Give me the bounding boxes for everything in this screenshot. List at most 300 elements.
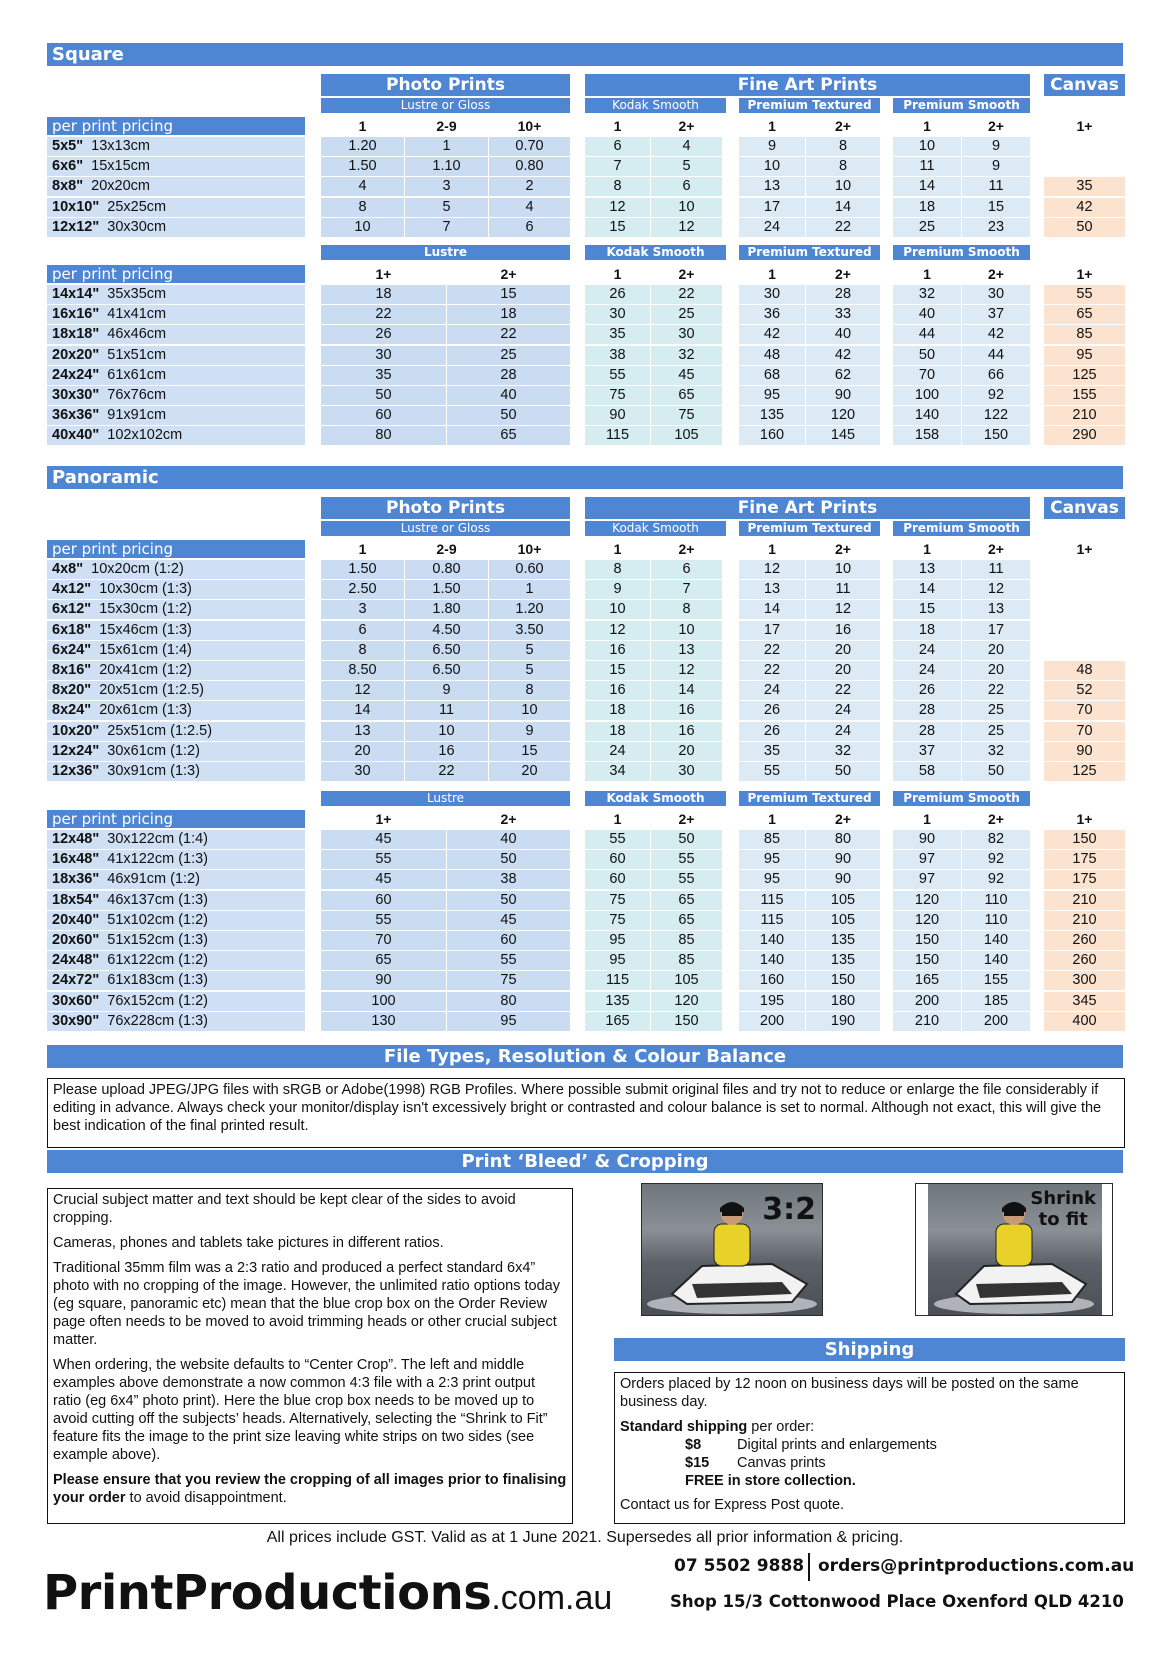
size-label [47, 560, 305, 579]
size-metric: 20x20cm [83, 178, 150, 195]
pano-t1-price-cell: 15 [893, 600, 961, 619]
table-row [47, 600, 1125, 619]
size-metric: 51x152cm (1:3) [99, 932, 209, 948]
square-t2-price-cell: 92 [962, 386, 1030, 405]
pano-t1-price-cell: 10 [585, 600, 650, 619]
square-t1-price-cell: 24 [739, 218, 805, 237]
pano-t1-price-cell: 52 [1044, 681, 1125, 700]
square-t2-price-cell: 100 [893, 386, 961, 405]
table-row [47, 218, 1125, 237]
square-t2-price-cell: 38 [585, 346, 650, 365]
square-photo-prints-header: Photo Prints [321, 74, 570, 96]
size-label [47, 830, 305, 849]
size-inches: 18x54" [52, 891, 100, 908]
pano-t1-price-cell: 10 [405, 722, 488, 741]
pano-t1-pt-sub: Premium Textured [739, 521, 880, 536]
pano-t1-price-cell: 12 [739, 560, 805, 579]
pano-t1-price-cell: 18 [585, 701, 650, 720]
pano-t1-price-cell: 12 [806, 600, 880, 619]
square-t1-col-header-9: 1+ [1076, 118, 1093, 134]
square-t1-price-cell: 11 [962, 177, 1030, 196]
square-t2-price-cell: 140 [893, 406, 961, 425]
size-metric: 35x35cm [99, 286, 167, 302]
size-inches: 14x14" [52, 286, 100, 302]
pano-t1-price-cell: 26 [739, 722, 805, 741]
square-t2-price-cell: 35 [585, 325, 650, 344]
size-label [47, 325, 305, 344]
pano-t1-price-cell: 12 [962, 580, 1030, 599]
shipping-item [620, 1454, 1119, 1472]
square-t1-col-header-2: 10+ [517, 118, 542, 134]
square-t1-pt-sub: Premium Textured [739, 98, 880, 113]
table-row [47, 621, 1125, 640]
square-t1-price-cell [1044, 137, 1125, 156]
size-inches: 10x20" [52, 722, 100, 739]
square-t2-price-cell: 18 [447, 305, 570, 324]
square-t2-price-cell: 26 [321, 325, 446, 344]
size-inches: 30x30" [52, 387, 100, 403]
square-t1-col-header-5: 1 [768, 118, 776, 134]
size-label [47, 911, 305, 930]
shipping-contact: Contact us for Express Post quote. [620, 1497, 845, 1513]
square-t2-price-cell: 62 [806, 366, 880, 385]
table-row [47, 722, 1125, 741]
pano-t1-price-cell: 125 [1044, 762, 1125, 781]
square-t1-price-cell: 6 [651, 177, 722, 196]
size-label [47, 641, 305, 660]
pano-t1-price-cell: 13 [962, 600, 1030, 619]
pano-t2-price-cell: 55 [651, 850, 722, 869]
pano-t1-price-cell: 20 [489, 762, 570, 781]
file-types-body: Please upload JPEG/JPG files with sRGB or Adobe(1998) RGB Profiles. Where possible submit original files and try not to reduce or enlarge the file considerably if editing in advance. Always check your monitor/display isn't excessively bright or contrasted and colour balance is set to normal. Although not exact, this will give the best indication of the final printed result. [53, 1082, 1102, 1134]
size-label [47, 198, 305, 217]
pano-t2-price-cell: 210 [1044, 911, 1125, 930]
pano-t2-price-cell: 90 [806, 850, 880, 869]
square-t1-price-cell: 10 [893, 137, 961, 156]
square-t1-price-cell: 23 [962, 218, 1030, 237]
square-t2-price-cell: 26 [585, 285, 650, 304]
pano-t1-price-cell: 13 [321, 722, 404, 741]
store-address: Shop 15/3 Cottonwood Place Oxenford QLD 4210 [670, 1592, 1124, 1611]
square-t1-price-cell: 14 [893, 177, 961, 196]
square-t2-price-cell: 75 [585, 386, 650, 405]
pano-t2-price-cell: 40 [447, 830, 570, 849]
size-metric: 61x122cm (1:2) [99, 952, 209, 969]
pano-t2-price-cell: 60 [585, 870, 650, 889]
square-t2-ks-sub: Kodak Smooth [585, 245, 726, 260]
size-metric: 20x51cm (1:2.5) [91, 682, 204, 699]
square-t2-price-cell: 30 [585, 305, 650, 324]
pano-t1-col-header-7: 1 [923, 541, 931, 557]
pano-t1-col-header-6: 2+ [835, 541, 851, 557]
square-t2-price-cell: 135 [739, 406, 805, 425]
pano-t2-price-cell: 165 [585, 1012, 650, 1031]
pano-t1-price-cell: 1.80 [405, 600, 488, 619]
pano-t2-col-header-5: 2+ [835, 811, 851, 827]
pano-t2-price-cell: 85 [651, 931, 722, 950]
size-label [47, 218, 305, 237]
square-t1-price-cell: 11 [893, 157, 961, 176]
pano-t2-col-header-6: 1 [923, 811, 931, 827]
pano-t1-price-cell: 14 [651, 681, 722, 700]
pano-t2-price-cell: 135 [806, 951, 880, 970]
pano-t1-price-cell: 25 [962, 701, 1030, 720]
pano-t1-price-cell: 6 [321, 621, 404, 640]
pano-t2-price-cell: 195 [739, 992, 805, 1011]
size-metric: 15x46cm (1:3) [91, 621, 192, 638]
square-t1-price-cell: 8 [806, 137, 880, 156]
square-t2-price-cell: 85 [1044, 325, 1125, 344]
pano-t2-price-cell: 50 [447, 850, 570, 869]
pano-t2-price-cell: 95 [585, 931, 650, 950]
size-metric: 41x122cm (1:3) [99, 851, 209, 868]
shipping-price: $15 [685, 1455, 710, 1471]
square-t2-per-print-label: per print pricing [47, 265, 305, 283]
pano-t1-price-cell: 13 [739, 580, 805, 599]
size-inches: 12x12" [52, 218, 100, 235]
pano-t2-price-cell: 50 [651, 830, 722, 849]
pano-t1-price-cell: 6.50 [405, 661, 488, 680]
square-t2-price-cell: 145 [806, 426, 880, 445]
pano-t1-price-cell: 24 [739, 681, 805, 700]
shipping-standard-rest: per order: [747, 1419, 815, 1435]
square-t1-price-cell: 8 [806, 157, 880, 176]
square-t2-price-cell: 160 [739, 426, 805, 445]
pano-t2-price-cell: 55 [321, 850, 446, 869]
size-label [47, 971, 305, 990]
pano-t1-price-cell: 4.50 [405, 621, 488, 640]
email-link[interactable]: orders@printproductions.com.au [818, 1556, 1135, 1576]
pano-t2-price-cell: 60 [447, 931, 570, 950]
pano-t2-price-cell: 82 [962, 830, 1030, 849]
pano-t2-price-cell: 45 [321, 870, 446, 889]
pano-t2-price-cell: 160 [739, 971, 805, 990]
pano-t1-price-cell: 37 [893, 742, 961, 761]
pano-t2-price-cell: 140 [962, 951, 1030, 970]
square-t1-price-cell: 5 [405, 198, 488, 217]
square-t2-price-cell: 25 [651, 305, 722, 324]
square-t1-price-cell: 35 [1044, 177, 1125, 196]
size-inches: 16x16" [52, 306, 100, 323]
square-t2-price-cell: 68 [739, 366, 805, 385]
pano-t1-price-cell: 20 [806, 641, 880, 660]
pano-t1-price-cell: 15 [489, 742, 570, 761]
bleed-text-box [47, 1188, 573, 1524]
bleed-para-2: Cameras, phones and tablets take pictures in different ratios. [53, 1235, 444, 1251]
table-row [47, 1012, 1125, 1031]
size-metric: 41x41cm [99, 306, 167, 323]
pano-t1-price-cell [1044, 600, 1125, 619]
square-t1-price-cell: 25 [893, 218, 961, 237]
square-t1-ps-sub: Premium Smooth [893, 98, 1030, 113]
table-row [47, 157, 1125, 176]
square-t2-col-header-5: 2+ [835, 266, 851, 282]
shipping-price: FREE [685, 1473, 724, 1489]
table-row [47, 580, 1125, 599]
pano-t1-price-cell: 1.50 [321, 560, 404, 579]
bleed-para-3: Traditional 35mm film was a 2:3 ratio and produced a perfect standard 6x4” photo with no cropping of the image. However, the unlimited ratio options today (eg square, panoramic etc) mean that the blue crop box on the Order Review page often needs to be moved to avoid trimming heads or other crucial subject matter. [53, 1260, 560, 1348]
square-t2-price-cell: 28 [806, 285, 880, 304]
table-row [47, 830, 1125, 849]
table-row [47, 850, 1125, 869]
pano-t1-col-header-1: 2-9 [436, 541, 457, 557]
shipping-box [614, 1372, 1125, 1524]
pano-t1-price-cell: 28 [893, 701, 961, 720]
size-inches: 8x20" [52, 682, 92, 699]
square-t1-price-cell: 12 [651, 218, 722, 237]
square-t2-col-header-2: 1 [613, 266, 622, 282]
size-inches: 8x16" [52, 662, 92, 678]
square-t2-price-cell: 290 [1044, 426, 1125, 445]
pano-t1-price-cell [1044, 580, 1125, 599]
size-label [47, 157, 305, 176]
pano-t1-per-print-label: per print pricing [47, 540, 305, 558]
pano-t1-price-cell: 28 [893, 722, 961, 741]
pano-t2-per-print-label: per print pricing [47, 810, 305, 828]
pano-t1-price-cell: 15 [585, 661, 650, 680]
square-t2-price-cell: 44 [893, 325, 961, 344]
pano-t2-price-cell: 75 [447, 971, 570, 990]
pano-t2-price-cell: 185 [962, 992, 1030, 1011]
pano-t1-price-cell: 22 [739, 661, 805, 680]
pano-t2-price-cell: 38 [447, 870, 570, 889]
pano-t2-price-cell: 140 [739, 931, 805, 950]
square-t1-price-cell: 1 [405, 137, 488, 156]
pano-t1-price-cell: 1.20 [489, 600, 570, 619]
square-t1-price-cell: 10 [739, 157, 805, 176]
bleed-para-5 [53, 1471, 567, 1507]
pano-t2-price-cell: 75 [585, 891, 650, 910]
pano-t1-price-cell: 16 [806, 621, 880, 640]
square-t2-price-cell: 50 [893, 346, 961, 365]
pano-t1-price-cell: 25 [962, 722, 1030, 741]
pano-t2-price-cell: 95 [447, 1012, 570, 1031]
pano-t2-price-cell: 105 [806, 891, 880, 910]
size-metric: 25x25cm [99, 198, 167, 215]
square-t2-price-cell: 40 [806, 325, 880, 344]
pano-t2-col-header-4: 1 [768, 811, 776, 827]
size-label [47, 992, 305, 1011]
square-t2-col-header-3: 2+ [678, 266, 695, 282]
square-t2-price-cell: 50 [447, 406, 570, 425]
table-row [47, 305, 1125, 324]
square-t1-price-cell: 15 [585, 218, 650, 237]
size-inches: 20x40" [52, 911, 100, 928]
pano-t2-price-cell: 120 [893, 891, 961, 910]
table-row [47, 971, 1125, 990]
crop-example-photo-3-2 [641, 1183, 823, 1316]
size-label [47, 426, 305, 445]
size-metric: 25x51cm (1:2.5) [99, 722, 213, 739]
bleed-para-5-bold: Please ensure that you review the cropping of all images prior to finalising your order [53, 1472, 567, 1506]
pano-t1-price-cell: 55 [739, 762, 805, 781]
size-metric: 30x122cm (1:4) [99, 831, 209, 847]
size-metric: 76x228cm (1:3) [99, 1012, 209, 1029]
size-metric: 20x61cm (1:3) [91, 702, 192, 719]
table-row [47, 366, 1125, 385]
square-t2-price-cell: 42 [806, 346, 880, 365]
pano-t1-price-cell: 16 [651, 722, 722, 741]
square-t2-price-cell: 80 [321, 426, 446, 445]
square-t1-photo-sub: Lustre or Gloss [321, 98, 570, 113]
square-t2-price-cell: 30 [321, 346, 446, 365]
pano-t1-price-cell: 22 [405, 762, 488, 781]
square-t1-price-cell: 10 [321, 218, 404, 237]
square-t1-price-cell: 9 [739, 137, 805, 156]
square-section-title: Square [47, 43, 1123, 66]
pano-t1-price-cell: 14 [321, 701, 404, 720]
square-t2-price-cell: 48 [739, 346, 805, 365]
pano-t1-price-cell: 5 [489, 641, 570, 660]
square-t1-price-cell: 1.10 [405, 157, 488, 176]
square-t1-col-header-1: 2-9 [436, 118, 457, 134]
square-t2-price-cell: 25 [447, 346, 570, 365]
pano-t1-price-cell: 13 [893, 560, 961, 579]
pano-t2-price-cell: 95 [739, 870, 805, 889]
pano-t1-price-cell: 8 [321, 641, 404, 660]
pano-t2-price-cell: 155 [962, 971, 1030, 990]
square-t1-price-cell: 22 [806, 218, 880, 237]
pano-t2-price-cell: 115 [585, 971, 650, 990]
size-metric: 76x76cm [99, 387, 167, 403]
pano-t1-price-cell: 32 [806, 742, 880, 761]
pano-t2-price-cell: 95 [585, 951, 650, 970]
pano-t1-price-cell: 20 [321, 742, 404, 761]
pano-t1-price-cell: 50 [962, 762, 1030, 781]
square-t1-price-cell: 15 [962, 198, 1030, 217]
pano-t1-price-cell: 11 [806, 580, 880, 599]
pano-t2-price-cell: 97 [893, 850, 961, 869]
size-label [47, 891, 305, 910]
pano-t2-price-cell: 140 [962, 931, 1030, 950]
square-t1-col-header-3: 1 [613, 118, 622, 134]
square-t1-price-cell: 13 [739, 177, 805, 196]
square-t2-price-cell: 22 [321, 305, 446, 324]
pano-t2-price-cell: 80 [447, 992, 570, 1011]
table-row [47, 951, 1125, 970]
square-t2-price-cell: 30 [651, 325, 722, 344]
brand-logo [43, 1565, 612, 1621]
size-inches: 4x12" [52, 581, 92, 598]
size-inches: 4x8" [52, 561, 84, 577]
shipping-items [620, 1436, 1119, 1490]
size-label [47, 931, 305, 950]
square-t2-col-header-8: 1+ [1076, 266, 1093, 282]
square-t1-price-cell: 6 [489, 218, 570, 237]
square-t1-ks-sub: Kodak Smooth [585, 98, 726, 113]
square-t2-price-cell: 60 [321, 406, 446, 425]
pano-t1-price-cell [1044, 621, 1125, 640]
table-row [47, 560, 1125, 579]
pano-photo-prints-header: Photo Prints [321, 497, 570, 519]
table-row [47, 177, 1125, 196]
table-row [47, 992, 1125, 1011]
pano-t2-price-cell: 130 [321, 1012, 446, 1031]
pano-t1-price-cell: 18 [893, 621, 961, 640]
size-label [47, 305, 305, 324]
pano-t2-price-cell: 90 [806, 870, 880, 889]
pano-t1-price-cell: 32 [962, 742, 1030, 761]
size-metric: 46x137cm (1:3) [99, 891, 209, 908]
pano-t2-price-cell: 140 [739, 951, 805, 970]
table-row [47, 742, 1125, 761]
size-label [47, 621, 305, 640]
size-inches: 6x18" [52, 621, 92, 638]
pano-t2-price-cell: 210 [893, 1012, 961, 1031]
square-t2-price-cell: 22 [447, 325, 570, 344]
pano-t2-price-cell: 70 [321, 931, 446, 950]
pano-t1-price-cell: 22 [739, 641, 805, 660]
square-t2-price-cell: 30 [739, 285, 805, 304]
brand-name: PrintProductions [43, 1565, 492, 1621]
shipping-item [620, 1436, 1119, 1454]
pano-t1-price-cell: 10 [489, 701, 570, 720]
pano-t1-price-cell: 22 [962, 681, 1030, 700]
pano-t1-price-cell: 24 [893, 661, 961, 680]
pano-t2-col-header-3: 2+ [678, 811, 695, 827]
size-inches: 18x36" [52, 871, 100, 888]
footer-gst-note: All prices include GST. Valid as at 1 June 2021. Supersedes all prior information & pricing. [266, 1529, 904, 1546]
square-t1-price-cell: 2 [489, 177, 570, 196]
square-t1-price-cell: 7 [585, 157, 650, 176]
square-t1-price-cell: 8 [321, 198, 404, 217]
pano-t2-price-cell: 105 [806, 911, 880, 930]
pano-t2-price-cell: 180 [806, 992, 880, 1011]
square-t1-price-cell: 50 [1044, 218, 1125, 237]
pano-t1-price-cell: 16 [585, 641, 650, 660]
size-inches: 6x12" [52, 601, 92, 618]
pano-t2-price-cell: 45 [321, 830, 446, 849]
pano-t2-price-cell: 190 [806, 1012, 880, 1031]
size-label [47, 722, 305, 741]
square-t2-price-cell: 22 [651, 285, 722, 304]
size-inches: 20x20" [52, 346, 100, 363]
size-label [47, 580, 305, 599]
square-t1-col-header-4: 2+ [678, 118, 695, 134]
pano-t1-price-cell: 20 [962, 641, 1030, 660]
shipping-price: $8 [685, 1437, 702, 1453]
square-t2-col-header-7: 2+ [988, 266, 1004, 282]
pano-t1-price-cell: 16 [585, 681, 650, 700]
size-metric: 46x46cm [99, 326, 167, 343]
pano-t2-price-cell: 150 [806, 971, 880, 990]
square-t2-price-cell: 37 [962, 305, 1030, 324]
pano-t2-price-cell: 200 [962, 1012, 1030, 1031]
square-t2-price-cell: 120 [806, 406, 880, 425]
size-label [47, 951, 305, 970]
pano-t2-price-cell: 260 [1044, 931, 1125, 950]
size-label [47, 177, 305, 196]
pano-t2-price-cell: 300 [1044, 971, 1125, 990]
pano-t1-price-cell: 26 [739, 701, 805, 720]
phone-number[interactable]: 07 5502 9888 [674, 1556, 805, 1576]
pano-t2-price-cell: 345 [1044, 992, 1125, 1011]
square-t2-price-cell: 40 [447, 386, 570, 405]
square-t2-price-cell: 55 [585, 366, 650, 385]
pano-t2-price-cell: 65 [651, 891, 722, 910]
square-t1-per-print-label: per print pricing [47, 117, 305, 135]
size-metric: 30x91cm (1:3) [99, 763, 200, 779]
pano-t1-price-cell: 34 [585, 762, 650, 781]
square-t2-price-cell: 40 [893, 305, 961, 324]
file-types-box [47, 1078, 1125, 1148]
size-metric: 91x91cm [99, 407, 167, 424]
square-t1-price-cell: 42 [1044, 198, 1125, 217]
pano-t1-ks-sub: Kodak Smooth [585, 521, 726, 536]
size-inches: 10x10" [52, 198, 100, 215]
size-label [47, 850, 305, 869]
size-label [47, 137, 305, 156]
